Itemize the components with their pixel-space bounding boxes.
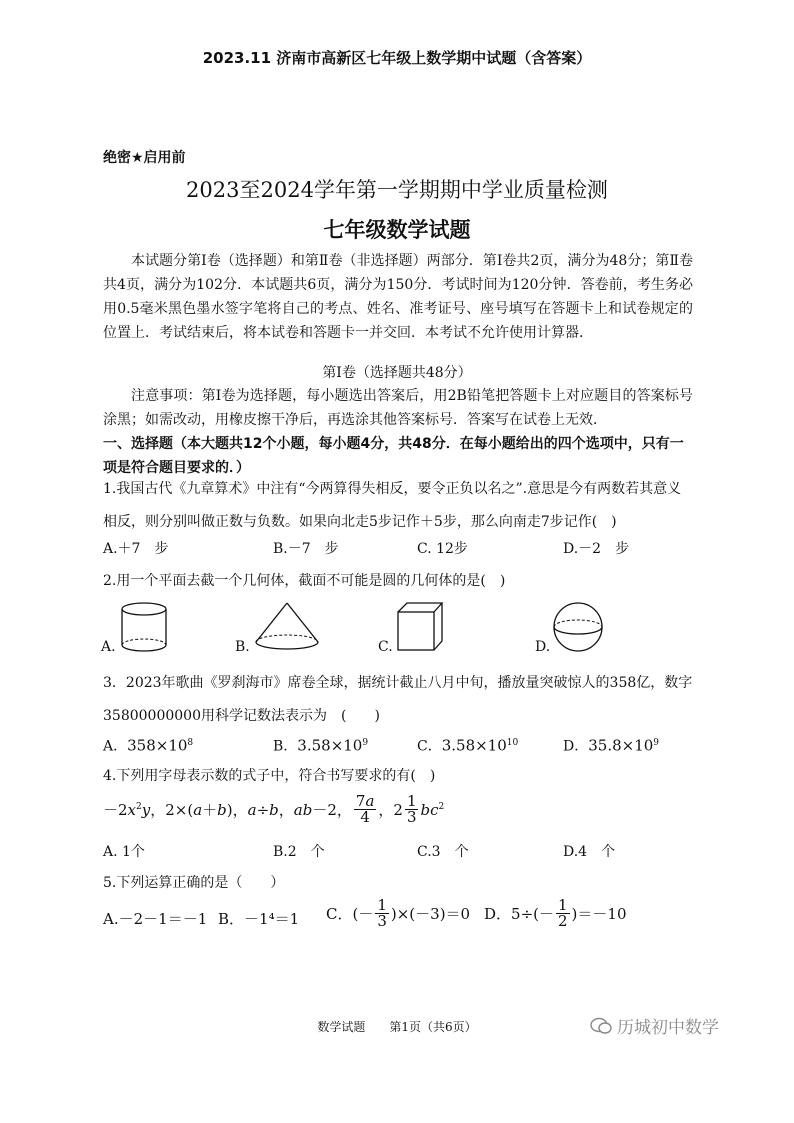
cylinder-icon (118, 600, 170, 655)
subject-title: 七年级数学试题 (323, 218, 471, 242)
question-1-stem: 1.我国古代《九章算术》中注有“今两算得失相反，要令正负以名之”.意思是今有两数若其意义相反，则分别叫做正数与负数。如果向北走5步记作＋5步，那么向南走7步记作( ) (103, 481, 682, 530)
watermark: 历城初中数学 (590, 1013, 719, 1038)
page-header-title: 2023.11 济南市高新区七年级上数学期中试题（含答案） (202, 49, 592, 67)
q3-option-b: B．$3.58\times 10^9$ (273, 736, 369, 755)
q5-option-a: A.－2－1＝－1 (103, 910, 208, 928)
q2-label-b: B. (235, 639, 250, 655)
cone-icon (252, 600, 322, 655)
q4-option-c: C.3 个 (417, 844, 469, 860)
page-footer: 数学试题 第1页（共6页） (317, 1020, 477, 1034)
question-3-stem: 3．2023年歌曲《罗刹海市》席卷全球，据统计截止八月中旬，播放量突破惊人的358亿，数字35800000000用科学记数法表示为 ( ) (103, 675, 693, 724)
q3-option-d: D．$35.8\times 10^9$ (563, 736, 660, 755)
q4-option-b: B.2 个 (273, 844, 325, 860)
exam-instructions: 本试题分第Ⅰ卷（选择题）和第Ⅱ卷（非选择题）两部分．第Ⅰ卷共2页，满分为48分；第Ⅱ卷共4页，满分为102分．本试题共6页，满分为150分．考试时间为120分钟．答卷前，考生务必用0.5毫米黑色墨水签字笔将自己的考点、姓名、准考证号、座号填写在答题卡上和试卷规定的位置上．考试结束后，将本试卷和答题卡一并交回．本考试不允许使用计算器． (103, 253, 693, 341)
q1-option-c: C. 12步 (417, 541, 468, 557)
q4-option-d: D.4 个 (563, 844, 616, 860)
volume-1-title: 第Ⅰ卷（选择题共48分） (322, 365, 472, 381)
q4-expressions: $-2x^2y$，2×(a＋b)，a÷b，ab－2， $\frac{7a}{4}$ ，2 $\frac{1}{3}$ $bc^2$ (103, 792, 445, 826)
q1-option-a: A.＋7 步 (103, 541, 169, 557)
question-2-stem: 2.用一个平面去截一个几何体，截面不可能是圆的几何体的是( ) (103, 573, 506, 589)
section-1-heading: 一、选择题（本大题共12个小题，每小题4分，共48分．在每小题给出的四个选项中，只有一项是符合题目要求的．） (103, 436, 684, 476)
exam-title: 2023至2024学年第一学期期中学业质量检测 (186, 178, 608, 202)
question-5-stem: 5.下列运算正确的是（ ） (103, 875, 285, 891)
cube-icon (395, 600, 445, 655)
q2-label-d: D. (535, 639, 551, 655)
q5-option-b: B．－1⁴＝1 (218, 910, 300, 928)
q1-option-b: B.－7 步 (273, 541, 339, 557)
q1-option-d: D.－2 步 (563, 541, 630, 557)
question-4-stem: 4.下列用字母表示数的式子中，符合书写要求的有( ) (103, 768, 436, 784)
sphere-icon (552, 600, 604, 655)
q3-option-c: C．$3.58\times 10^{10}$ (417, 736, 519, 755)
confidential-mark: 绝密★启用前 (103, 150, 186, 166)
wechat-icon (590, 1017, 612, 1035)
q5-option-d: D． 5÷(－ $\frac{1}{2}$ )＝－10 (484, 896, 627, 930)
notice-paragraph: 注意事项：第Ⅰ卷为选择题，每小题选出答案后，用2B铅笔把答题卡上对应题目的答案标号涂黑；如需改动，用橡皮擦干净后，再选涂其他答案标号．答案写在试卷上无效． (103, 388, 693, 428)
q4-option-a: A. 1个 (103, 844, 145, 860)
q2-label-c: C. (378, 639, 393, 655)
q2-label-a: A. (101, 639, 116, 655)
q3-option-a: A．$358\times 10^8$ (103, 736, 194, 755)
q5-option-c: C． (－ $\frac{1}{3}$ )×(－3)＝0 (326, 896, 471, 930)
